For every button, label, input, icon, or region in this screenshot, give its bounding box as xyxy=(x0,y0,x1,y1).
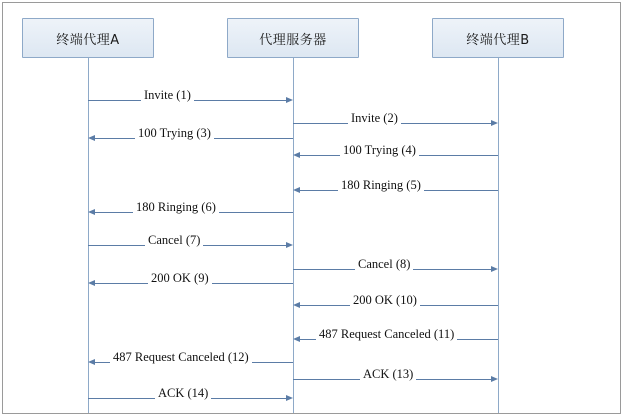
arrow-head-right-icon xyxy=(286,242,293,248)
message-label: Invite (1) xyxy=(141,88,194,103)
message-label: 487 Request Canceled (11) xyxy=(316,327,457,342)
message-label: 180 Ringing (6) xyxy=(133,200,219,215)
message-label: ACK (14) xyxy=(155,386,211,401)
message-label: 200 OK (9) xyxy=(148,271,212,286)
message-label: 200 OK (10) xyxy=(350,293,420,308)
actor-box-ua-a xyxy=(22,18,154,58)
message-label: ACK (13) xyxy=(360,367,416,382)
arrow-head-left-icon xyxy=(293,152,300,158)
arrow-head-left-icon xyxy=(293,187,300,193)
message-label: 100 Trying (4) xyxy=(340,143,419,158)
lifeline-ua-b xyxy=(498,58,499,413)
message-label: 180 Ringing (5) xyxy=(338,178,424,193)
arrow-head-left-icon xyxy=(88,209,95,215)
actor-box-proxy xyxy=(227,18,359,58)
arrow-head-right-icon xyxy=(491,376,498,382)
message-label: 487 Request Canceled (12) xyxy=(110,350,252,365)
arrow-head-left-icon xyxy=(88,135,95,141)
message-label: 100 Trying (3) xyxy=(135,126,214,141)
message-label: Invite (2) xyxy=(348,111,401,126)
arrow-head-right-icon xyxy=(286,395,293,401)
actor-box-ua-b xyxy=(432,18,564,58)
message-label: Cancel (7) xyxy=(145,233,203,248)
actor-label: 终端代理B xyxy=(466,32,530,48)
actor-label: 终端代理A xyxy=(56,32,120,48)
arrow-head-left-icon xyxy=(88,359,95,365)
arrow-head-left-icon xyxy=(293,302,300,308)
arrow-head-right-icon xyxy=(286,97,293,103)
arrow-head-right-icon xyxy=(491,120,498,126)
actor-label: 代理服务器 xyxy=(259,32,327,48)
arrow-head-right-icon xyxy=(491,266,498,272)
lifeline-proxy xyxy=(293,58,294,413)
message-label: Cancel (8) xyxy=(355,257,413,272)
arrow-head-left-icon xyxy=(88,280,95,286)
arrow-head-left-icon xyxy=(293,336,300,342)
